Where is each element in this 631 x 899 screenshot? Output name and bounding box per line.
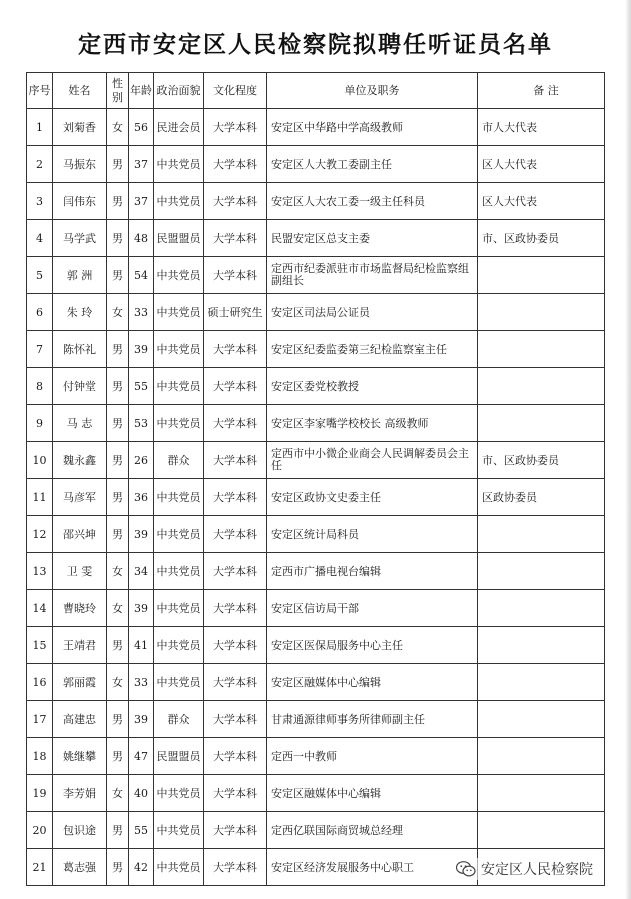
cell-remark: 市、区政协委员	[478, 442, 605, 479]
cell-party: 中共党员	[154, 516, 204, 553]
cell-no: 7	[27, 331, 53, 368]
cell-remark	[478, 294, 605, 331]
table-row	[27, 442, 605, 479]
watermark-text: 安定区人民检察院	[481, 862, 593, 878]
cell-unit: 安定区融媒体中心编辑	[267, 775, 478, 812]
cell-education: 大学本科	[204, 183, 267, 220]
table-row	[27, 664, 605, 701]
cell-unit: 定西市纪委派驻市市场监督局纪检监察组副组长	[267, 257, 478, 294]
cell-gender: 男	[107, 405, 129, 442]
cell-party: 民进会员	[154, 109, 204, 146]
cell-no: 1	[27, 109, 53, 146]
cell-gender: 女	[107, 775, 129, 812]
cell-remark: 市、区政协委员	[478, 220, 605, 257]
cell-party: 中共党员	[154, 405, 204, 442]
cell-party: 群众	[154, 442, 204, 479]
cell-remark	[478, 590, 605, 627]
cell-gender: 男	[107, 442, 129, 479]
cell-unit: 安定区司法局公证员	[267, 294, 478, 331]
cell-education: 大学本科	[204, 368, 267, 405]
cell-unit: 安定区政协文史委主任	[267, 479, 478, 516]
table-row	[27, 516, 605, 553]
table-header-row	[27, 73, 605, 109]
table-row	[27, 368, 605, 405]
cell-unit: 定西一中教师	[267, 738, 478, 775]
cell-remark	[478, 257, 605, 294]
cell-age: 47	[129, 738, 154, 775]
cell-no: 4	[27, 220, 53, 257]
cell-age: 39	[129, 516, 154, 553]
cell-unit: 安定区纪委监委第三纪检监察室主任	[267, 331, 478, 368]
cell-remark: 区政协委员	[478, 479, 605, 516]
table-row	[27, 627, 605, 664]
table-body	[27, 109, 605, 886]
cell-unit: 安定区统计局科员	[267, 516, 478, 553]
cell-unit: 安定区经济发展服务中心职工	[267, 849, 478, 886]
cell-education: 大学本科	[204, 220, 267, 257]
cell-gender: 男	[107, 146, 129, 183]
cell-gender: 女	[107, 553, 129, 590]
header-gender: 性别	[107, 73, 129, 109]
cell-gender: 女	[107, 664, 129, 701]
cell-remark: 市人大代表	[478, 109, 605, 146]
cell-unit: 定西市广播电视台编辑	[267, 553, 478, 590]
cell-education: 大学本科	[204, 331, 267, 368]
cell-no: 3	[27, 183, 53, 220]
table-row	[27, 257, 605, 294]
cell-remark	[478, 738, 605, 775]
cell-no: 5	[27, 257, 53, 294]
cell-party: 中共党员	[154, 146, 204, 183]
table-row	[27, 738, 605, 775]
cell-age: 48	[129, 220, 154, 257]
cell-unit: 民盟安定区总支主委	[267, 220, 478, 257]
cell-no: 14	[27, 590, 53, 627]
candidate-table	[26, 72, 605, 886]
header-unit: 单位及职务	[267, 73, 478, 109]
cell-age: 40	[129, 775, 154, 812]
cell-name: 闫伟东	[53, 183, 107, 220]
cell-age: 33	[129, 294, 154, 331]
cell-name: 马振东	[53, 146, 107, 183]
cell-education: 大学本科	[204, 257, 267, 294]
cell-unit: 定西亿联国际商贸城总经理	[267, 812, 478, 849]
cell-remark	[478, 553, 605, 590]
cell-name: 马 志	[53, 405, 107, 442]
cell-no: 18	[27, 738, 53, 775]
cell-party: 中共党员	[154, 331, 204, 368]
cell-education: 大学本科	[204, 553, 267, 590]
cell-gender: 男	[107, 220, 129, 257]
cell-gender: 男	[107, 257, 129, 294]
cell-party: 群众	[154, 701, 204, 738]
cell-education: 大学本科	[204, 590, 267, 627]
cell-gender: 男	[107, 627, 129, 664]
cell-gender: 女	[107, 590, 129, 627]
table-row	[27, 701, 605, 738]
cell-age: 37	[129, 146, 154, 183]
table-row	[27, 109, 605, 146]
cell-education: 大学本科	[204, 442, 267, 479]
page-edge-shadow	[625, 0, 631, 899]
cell-age: 39	[129, 701, 154, 738]
cell-remark	[478, 627, 605, 664]
cell-name: 马学武	[53, 220, 107, 257]
cell-name: 马彦军	[53, 479, 107, 516]
cell-education: 大学本科	[204, 516, 267, 553]
cell-remark	[478, 812, 605, 849]
cell-education: 大学本科	[204, 849, 267, 886]
cell-age: 55	[129, 368, 154, 405]
cell-age: 39	[129, 590, 154, 627]
cell-remark	[478, 405, 605, 442]
cell-name: 魏永鑫	[53, 442, 107, 479]
cell-no: 11	[27, 479, 53, 516]
cell-party: 民盟盟员	[154, 738, 204, 775]
cell-no: 10	[27, 442, 53, 479]
cell-education: 大学本科	[204, 627, 267, 664]
cell-gender: 男	[107, 516, 129, 553]
header-no: 序号	[27, 73, 53, 109]
table-row	[27, 405, 605, 442]
cell-unit: 安定区融媒体中心编辑	[267, 664, 478, 701]
cell-education: 大学本科	[204, 775, 267, 812]
cell-education: 大学本科	[204, 109, 267, 146]
cell-party: 中共党员	[154, 775, 204, 812]
cell-party: 中共党员	[154, 627, 204, 664]
cell-name: 王靖君	[53, 627, 107, 664]
cell-name: 高建忠	[53, 701, 107, 738]
cell-party: 中共党员	[154, 183, 204, 220]
cell-education: 硕士研究生	[204, 294, 267, 331]
cell-no: 15	[27, 627, 53, 664]
cell-party: 中共党员	[154, 812, 204, 849]
table-row	[27, 331, 605, 368]
table-row	[27, 220, 605, 257]
watermark	[456, 858, 593, 880]
cell-age: 26	[129, 442, 154, 479]
cell-name: 李芳娟	[53, 775, 107, 812]
wechat-icon	[456, 861, 476, 877]
cell-unit: 定西市中小微企业商会人民调解委员会主任	[267, 442, 478, 479]
cell-education: 大学本科	[204, 479, 267, 516]
cell-education: 大学本科	[204, 738, 267, 775]
header-education: 文化程度	[204, 73, 267, 109]
cell-no: 6	[27, 294, 53, 331]
cell-party: 中共党员	[154, 479, 204, 516]
cell-party: 中共党员	[154, 664, 204, 701]
cell-unit: 安定区人大教工委副主任	[267, 146, 478, 183]
cell-gender: 男	[107, 701, 129, 738]
cell-age: 33	[129, 664, 154, 701]
cell-party: 民盟盟员	[154, 220, 204, 257]
header-age: 年龄	[129, 73, 154, 109]
table-row	[27, 812, 605, 849]
cell-party: 中共党员	[154, 368, 204, 405]
cell-no: 20	[27, 812, 53, 849]
cell-age: 34	[129, 553, 154, 590]
cell-remark: 区人大代表	[478, 146, 605, 183]
cell-age: 53	[129, 405, 154, 442]
cell-gender: 女	[107, 109, 129, 146]
cell-no: 21	[27, 849, 53, 886]
cell-name: 朱 玲	[53, 294, 107, 331]
cell-age: 39	[129, 331, 154, 368]
cell-party: 中共党员	[154, 257, 204, 294]
table-row	[27, 479, 605, 516]
cell-education: 大学本科	[204, 664, 267, 701]
cell-gender: 男	[107, 812, 129, 849]
header-remark: 备 注	[478, 73, 605, 109]
cell-remark	[478, 331, 605, 368]
cell-age: 37	[129, 183, 154, 220]
cell-party: 中共党员	[154, 553, 204, 590]
cell-unit: 安定区人大农工委一级主任科员	[267, 183, 478, 220]
cell-remark	[478, 368, 605, 405]
cell-name: 卫 雯	[53, 553, 107, 590]
header-name: 姓名	[53, 73, 107, 109]
cell-age: 56	[129, 109, 154, 146]
cell-unit: 安定区委党校教授	[267, 368, 478, 405]
cell-remark	[478, 516, 605, 553]
table-row	[27, 590, 605, 627]
cell-name: 刘菊香	[53, 109, 107, 146]
cell-party: 中共党员	[154, 590, 204, 627]
cell-no: 8	[27, 368, 53, 405]
table-row	[27, 553, 605, 590]
cell-name: 郭丽霞	[53, 664, 107, 701]
cell-no: 13	[27, 553, 53, 590]
cell-gender: 男	[107, 368, 129, 405]
cell-age: 54	[129, 257, 154, 294]
cell-party: 中共党员	[154, 849, 204, 886]
cell-unit: 安定区信访局干部	[267, 590, 478, 627]
cell-education: 大学本科	[204, 146, 267, 183]
table-row	[27, 183, 605, 220]
cell-unit: 安定区医保局服务中心主任	[267, 627, 478, 664]
cell-no: 19	[27, 775, 53, 812]
cell-name: 包识途	[53, 812, 107, 849]
cell-name: 陈怀礼	[53, 331, 107, 368]
table-row	[27, 775, 605, 812]
cell-no: 9	[27, 405, 53, 442]
cell-name: 郭 洲	[53, 257, 107, 294]
cell-education: 大学本科	[204, 701, 267, 738]
cell-gender: 男	[107, 331, 129, 368]
cell-no: 2	[27, 146, 53, 183]
cell-party: 中共党员	[154, 294, 204, 331]
cell-name: 葛志强	[53, 849, 107, 886]
cell-no: 12	[27, 516, 53, 553]
table-row	[27, 146, 605, 183]
cell-gender: 男	[107, 738, 129, 775]
header-party: 政治面貌	[154, 73, 204, 109]
cell-age: 55	[129, 812, 154, 849]
cell-no: 17	[27, 701, 53, 738]
cell-name: 付钟堂	[53, 368, 107, 405]
cell-unit: 安定区中华路中学高级教师	[267, 109, 478, 146]
cell-remark: 区人大代表	[478, 183, 605, 220]
cell-gender: 女	[107, 294, 129, 331]
cell-education: 大学本科	[204, 812, 267, 849]
cell-unit: 安定区李家嘴学校校长 高级教师	[267, 405, 478, 442]
cell-remark	[478, 664, 605, 701]
cell-gender: 男	[107, 183, 129, 220]
cell-remark	[478, 775, 605, 812]
cell-gender: 男	[107, 479, 129, 516]
cell-remark	[478, 701, 605, 738]
table-row	[27, 294, 605, 331]
cell-name: 姚继攀	[53, 738, 107, 775]
document-title: 定西市安定区人民检察院拟聘任听证员名单	[78, 31, 553, 58]
cell-unit: 甘肃通源律师事务所律师副主任	[267, 701, 478, 738]
cell-age: 41	[129, 627, 154, 664]
cell-name: 曹晓玲	[53, 590, 107, 627]
cell-name: 邵兴坤	[53, 516, 107, 553]
cell-gender: 男	[107, 849, 129, 886]
cell-no: 16	[27, 664, 53, 701]
cell-age: 42	[129, 849, 154, 886]
cell-age: 36	[129, 479, 154, 516]
cell-education: 大学本科	[204, 405, 267, 442]
